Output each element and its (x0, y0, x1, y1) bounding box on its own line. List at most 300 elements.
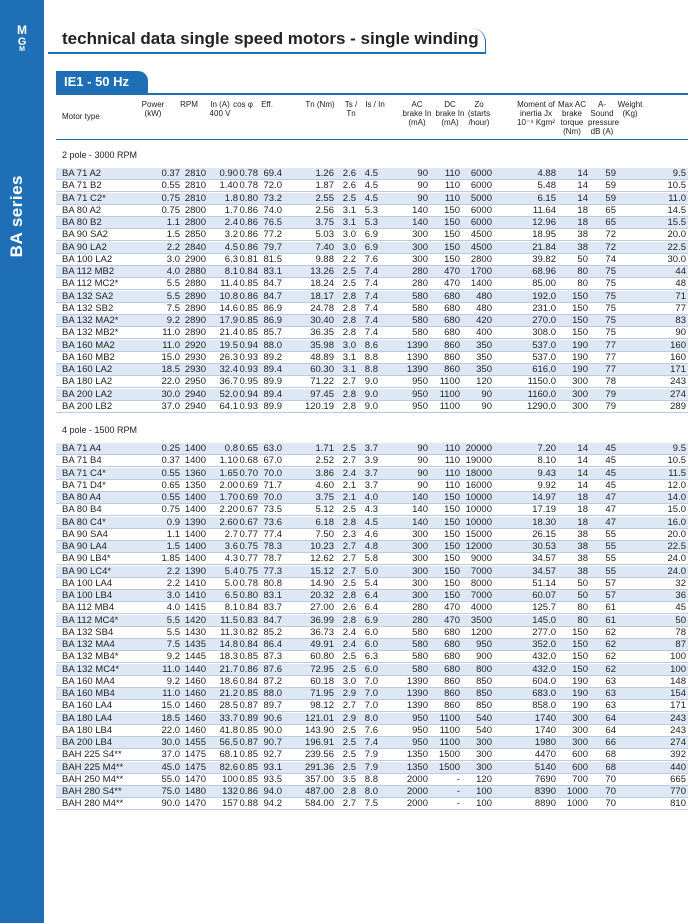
cell-brake-torque: 38 (577, 553, 588, 565)
cell-ac-brake: 950 (412, 400, 428, 412)
cell-ts-tn: 3.0 (342, 241, 356, 253)
cell-is-in: 6.0 (364, 663, 378, 675)
cell-power: 7.5 (166, 302, 180, 314)
cell-current: 0.90 (219, 168, 238, 179)
cell-brake-torque: 600 (572, 749, 588, 761)
cell-power: 0.75 (161, 192, 180, 204)
cell-efficiency: 86.9 (263, 315, 282, 326)
cell-motor-type: BA 100 LA4 (62, 577, 113, 589)
cell-dc-brake: 1100 (439, 388, 460, 400)
cell-rpm: 2890 (184, 327, 206, 339)
table-row (56, 389, 688, 401)
cell-weight: 274 (670, 388, 686, 400)
cell-starts: 800 (476, 663, 492, 675)
cell-sound: 63 (605, 688, 616, 699)
cell-ac-brake: 1390 (406, 675, 428, 687)
frequency-badge: IE1 - 50 Hz (56, 71, 148, 93)
table-row (56, 327, 688, 339)
cell-cos-phi: 0.87 (239, 737, 258, 748)
cell-ac-brake: 580 (412, 639, 428, 650)
cell-inertia: 1160.0 (527, 388, 556, 400)
cell-brake-torque: 38 (577, 528, 588, 540)
cell-motor-type: BA 132 MB2* (62, 327, 119, 339)
cell-motor-type: BA 71 B4 (62, 455, 102, 467)
cell-brake-torque: 300 (572, 724, 588, 736)
header-weight: Weight (Kg) (617, 100, 643, 118)
cell-starts: 8000 (470, 577, 492, 589)
cell-ac-brake: 280 (412, 602, 428, 614)
cell-starts: 10000 (465, 516, 492, 528)
cell-inertia: 11.64 (532, 204, 556, 216)
cell-torque: 1.71 (315, 443, 334, 454)
cell-cos-phi: 0.94 (239, 339, 258, 351)
cell-inertia: 4470 (534, 749, 556, 761)
cell-brake-torque: 150 (572, 651, 588, 663)
cell-ac-brake: 950 (412, 388, 428, 400)
cell-power: 90.0 (161, 798, 180, 810)
cell-cos-phi: 0.78 (239, 180, 258, 192)
cell-starts: 350 (476, 364, 492, 375)
cell-ts-tn: 2.5 (342, 278, 356, 290)
cell-dc-brake: 470 (444, 266, 460, 277)
cell-current: 2.60 (219, 516, 238, 528)
cell-current: 14.8 (219, 639, 238, 650)
cell-ts-tn: 3.1 (342, 217, 356, 228)
cell-rpm: 1445 (184, 651, 206, 663)
cell-starts: 850 (476, 675, 492, 687)
cell-current: 21.2 (219, 688, 238, 699)
cell-current: 28.5 (219, 700, 238, 712)
cell-is-in: 4.5 (364, 516, 378, 528)
cell-rpm: 1410 (184, 577, 206, 589)
cell-power: 0.75 (161, 504, 180, 516)
cell-rpm: 2810 (184, 168, 206, 179)
cell-is-in: 3.7 (364, 479, 378, 491)
cell-cos-phi: 0.85 (239, 315, 258, 326)
cell-is-in: 8.8 (364, 773, 378, 785)
cell-current: 1.65 (219, 467, 238, 479)
cell-ac-brake: 140 (412, 492, 428, 503)
cell-torque: 49.91 (310, 639, 334, 650)
cell-sound: 77 (605, 339, 616, 351)
sidebar (0, 0, 44, 923)
cell-starts: 400 (476, 327, 492, 339)
svg-text:M: M (17, 23, 27, 37)
cell-efficiency: 90.0 (263, 724, 282, 736)
cell-efficiency: 89.7 (263, 700, 282, 712)
cell-weight: 154 (670, 688, 686, 699)
cell-torque: 14.90 (310, 577, 334, 589)
cell-rpm: 2920 (184, 339, 206, 351)
cell-power: 15.0 (161, 351, 180, 363)
cell-efficiency: 94.0 (263, 786, 282, 797)
cell-efficiency: 72.0 (263, 180, 282, 192)
cell-current: 21.4 (219, 327, 238, 339)
cell-dc-brake: 110 (444, 479, 460, 491)
cell-motor-type: BA 80 A2 (62, 204, 102, 216)
cell-ts-tn: 3.0 (342, 675, 356, 687)
table-row (56, 266, 688, 278)
cell-torque: 357.00 (304, 773, 334, 785)
cell-sound: 62 (605, 663, 616, 675)
cell-ts-tn: 2.7 (342, 700, 356, 712)
cell-rpm: 2890 (184, 302, 206, 314)
cell-inertia: 7690 (534, 773, 556, 785)
cell-ts-tn: 2.6 (342, 602, 356, 614)
cell-dc-brake: 680 (444, 290, 460, 302)
cell-motor-type: BA 112 MB4 (62, 602, 115, 614)
cell-current: 18.3 (219, 651, 238, 663)
cell-current: 157 (222, 798, 238, 810)
cell-is-in: 7.4 (364, 278, 378, 290)
cell-starts: 90 (481, 400, 492, 412)
cell-power: 0.75 (161, 204, 180, 216)
cell-motor-type: BA 90 LB4* (62, 553, 111, 565)
cell-ac-brake: 140 (412, 516, 428, 528)
cell-sound: 75 (605, 290, 616, 302)
cell-cos-phi: 0.89 (239, 712, 258, 724)
cell-is-in: 4.5 (364, 180, 378, 192)
cell-cos-phi: 0.69 (239, 479, 258, 491)
cell-efficiency: 69.4 (263, 168, 282, 179)
cell-cos-phi: 0.86 (239, 786, 258, 797)
cell-ts-tn: 2.8 (342, 614, 356, 626)
cell-motor-type: BAH 280 S4** (62, 786, 122, 797)
cell-ts-tn: 2.5 (342, 192, 356, 204)
cell-ts-tn: 2.5 (342, 761, 356, 773)
cell-dc-brake: 860 (444, 700, 460, 712)
table-row (56, 278, 688, 290)
cell-current: 1.7 (224, 204, 238, 216)
cell-is-in: 5.3 (364, 204, 378, 216)
cell-current: 68.1 (219, 749, 238, 761)
cell-rpm: 1435 (184, 639, 206, 650)
cell-is-in: 8.8 (364, 351, 378, 363)
cell-weight: 14.0 (667, 492, 686, 503)
cell-ac-brake: 580 (412, 651, 428, 663)
cell-rpm: 1400 (184, 443, 206, 454)
cell-cos-phi: 0.86 (239, 229, 258, 241)
cell-ts-tn: 2.2 (342, 253, 356, 265)
cell-efficiency: 89.9 (263, 400, 282, 412)
svg-text:G: G (17, 36, 27, 48)
cell-ac-brake: 2000 (406, 798, 428, 810)
cell-motor-type: BA 80 B2 (62, 217, 102, 228)
cell-weight: 171 (670, 700, 686, 712)
cell-motor-type: BA 160 MB4 (62, 688, 115, 699)
cell-power: 5.5 (166, 290, 180, 302)
cell-dc-brake: 150 (444, 492, 460, 503)
cell-is-in: 7.4 (364, 266, 378, 277)
cell-weight: 9.5 (672, 168, 686, 179)
cell-dc-brake: 150 (444, 590, 460, 601)
cell-starts: 540 (476, 724, 492, 736)
cell-ac-brake: 950 (412, 737, 428, 748)
cell-cos-phi: 0.85 (239, 278, 258, 290)
table-row (56, 303, 688, 315)
cell-efficiency: 73.2 (263, 192, 282, 204)
cell-torque: 1.87 (315, 180, 334, 192)
header-ac-brake: AC brake In (mA) (402, 100, 432, 127)
cell-rpm: 1480 (184, 786, 206, 797)
cell-inertia: 683.0 (532, 688, 556, 699)
cell-ac-brake: 1390 (406, 339, 428, 351)
cell-brake-torque: 190 (572, 339, 588, 351)
cell-torque: 72.95 (310, 663, 334, 675)
cell-rpm: 2940 (184, 388, 206, 400)
header-cos-phi: cos φ (233, 100, 253, 109)
cell-ac-brake: 300 (412, 541, 428, 552)
cell-brake-torque: 190 (572, 675, 588, 687)
cell-dc-brake: 860 (444, 364, 460, 375)
cell-brake-torque: 18 (577, 204, 588, 216)
cell-ts-tn: 2.4 (342, 626, 356, 638)
cell-sound: 66 (605, 737, 616, 748)
cell-ac-brake: 1390 (406, 351, 428, 363)
cell-power: 1.5 (166, 229, 180, 241)
cell-rpm: 2800 (184, 217, 206, 228)
cell-inertia: 51.14 (532, 577, 556, 589)
cell-efficiency: 92.7 (263, 749, 282, 761)
table-row (56, 553, 688, 565)
cell-dc-brake: 110 (444, 443, 460, 454)
cell-efficiency: 89.4 (263, 364, 282, 375)
cell-dc-brake: 1100 (439, 400, 460, 412)
cell-weight: 16.0 (667, 516, 686, 528)
cell-starts: 850 (476, 688, 492, 699)
cell-ts-tn: 3.5 (342, 773, 356, 785)
cell-current: 33.7 (219, 712, 238, 724)
cell-current: 32.4 (219, 364, 238, 375)
cell-ac-brake: 280 (412, 266, 428, 277)
cell-brake-torque: 150 (572, 626, 588, 638)
cell-cos-phi: 0.77 (239, 553, 258, 565)
cell-cos-phi: 0.78 (239, 168, 258, 179)
cell-power: 5.5 (166, 614, 180, 626)
cell-power: 11.0 (162, 663, 180, 675)
cell-current: 1.10 (219, 455, 238, 467)
cell-power: 0.65 (161, 479, 180, 491)
cell-torque: 1.26 (315, 168, 334, 179)
cell-motor-type: BA 160 MA2 (62, 339, 115, 351)
cell-current: 6.5 (224, 590, 238, 601)
cell-sound: 74 (605, 253, 616, 265)
cell-torque: 239.56 (304, 749, 334, 761)
table-row (56, 352, 688, 364)
cell-cos-phi: 0.77 (239, 528, 258, 540)
cell-current: 8.1 (224, 266, 238, 277)
cell-dc-brake: 150 (444, 253, 460, 265)
cell-ac-brake: 580 (412, 626, 428, 638)
cell-inertia: 5140 (534, 761, 556, 773)
cell-weight: 71 (675, 290, 686, 302)
cell-sound: 57 (605, 590, 616, 601)
cell-is-in: 8.6 (364, 339, 378, 351)
cell-motor-type: BA 160 MA4 (62, 675, 115, 687)
cell-sound: 63 (605, 675, 616, 687)
cell-cos-phi: 0.85 (239, 688, 258, 699)
cell-rpm: 1400 (184, 504, 206, 516)
cell-efficiency: 63.0 (263, 443, 282, 454)
cell-sound: 70 (605, 798, 616, 810)
cell-ac-brake: 580 (412, 302, 428, 314)
cell-dc-brake: 110 (444, 180, 460, 192)
cell-efficiency: 87.2 (263, 675, 282, 687)
cell-starts: 480 (476, 290, 492, 302)
table-row (56, 193, 688, 205)
cell-weight: 14.5 (667, 204, 686, 216)
cell-ts-tn: 2.8 (342, 516, 356, 528)
cell-inertia: 9.43 (537, 467, 556, 479)
cell-sound: 63 (605, 700, 616, 712)
cell-torque: 7.50 (315, 528, 334, 540)
cell-cos-phi: 0.93 (239, 351, 258, 363)
cell-brake-torque: 190 (572, 688, 588, 699)
cell-current: 21.7 (219, 663, 238, 675)
cell-efficiency: 93.5 (263, 773, 282, 785)
cell-starts: 4500 (470, 229, 492, 241)
cell-ac-brake: 280 (412, 614, 428, 626)
cell-inertia: 1740 (534, 712, 556, 724)
cell-inertia: 21.84 (532, 241, 556, 253)
cell-is-in: 3.7 (364, 467, 378, 479)
table-row (56, 774, 688, 786)
header-ts-tn: Ts / Tn (344, 100, 358, 118)
cell-torque: 12.62 (310, 553, 334, 565)
cell-starts: 540 (476, 712, 492, 724)
cell-efficiency: 86.4 (263, 639, 282, 650)
cell-weight: 10.5 (667, 180, 686, 192)
cell-weight: 274 (670, 737, 686, 748)
cell-ts-tn: 3.1 (342, 364, 356, 375)
table-row (56, 786, 688, 798)
cell-ts-tn: 2.9 (342, 688, 356, 699)
cell-ts-tn: 2.7 (342, 541, 356, 552)
cell-efficiency: 86.9 (263, 302, 282, 314)
header-starts: Zo (starts /hour) (467, 100, 491, 127)
cell-cos-phi: 0.86 (239, 204, 258, 216)
table-row (56, 664, 688, 676)
cell-starts: 6000 (470, 180, 492, 192)
header-brake-torque: Max AC brake torque (Nm) (558, 100, 587, 136)
series-label: BA series (7, 175, 26, 258)
cell-efficiency: 73.6 (263, 516, 282, 528)
cell-torque: 18.24 (310, 278, 334, 290)
table-row (56, 590, 688, 602)
table-row (56, 639, 688, 651)
cell-current: 82.6 (219, 761, 238, 773)
cell-ac-brake: 300 (412, 229, 428, 241)
cell-inertia: 352.0 (532, 639, 556, 650)
cell-dc-brake: 150 (444, 204, 460, 216)
cell-efficiency: 89.4 (263, 388, 282, 400)
cell-brake-torque: 80 (577, 278, 588, 290)
cell-weight: 171 (670, 364, 686, 375)
cell-current: 41.8 (219, 724, 238, 736)
cell-starts: 16000 (465, 479, 492, 491)
cell-motor-type: BA 112 MB2 (62, 266, 115, 277)
cell-brake-torque: 18 (577, 516, 588, 528)
cell-inertia: 1980 (534, 737, 556, 748)
cell-power: 7.5 (166, 639, 180, 650)
cell-ts-tn: 2.5 (342, 443, 356, 454)
cell-ac-brake: 300 (412, 528, 428, 540)
table-row (56, 762, 688, 774)
cell-inertia: 145.0 (532, 614, 556, 626)
cell-sound: 57 (605, 577, 616, 589)
cell-inertia: 270.0 (532, 315, 556, 326)
header-motor-type: Motor type (62, 112, 100, 121)
cell-torque: 60.30 (310, 364, 334, 375)
cell-brake-torque: 300 (572, 400, 588, 412)
cell-ac-brake: 90 (417, 467, 428, 479)
cell-sound: 62 (605, 651, 616, 663)
cell-starts: 10000 (465, 492, 492, 503)
cell-efficiency: 77.3 (263, 565, 282, 577)
cell-efficiency: 84.7 (263, 614, 282, 626)
cell-power: 4.0 (166, 602, 180, 614)
cell-torque: 27.00 (310, 602, 334, 614)
header-sound: A-Sound pressure dB (A) (588, 100, 620, 136)
cell-ts-tn: 3.0 (342, 339, 356, 351)
cell-ts-tn: 2.1 (342, 479, 356, 491)
cell-inertia: 1740 (534, 724, 556, 736)
cell-ac-brake: 300 (412, 253, 428, 265)
table-row (56, 615, 688, 627)
cell-sound: 72 (605, 229, 616, 241)
table-row (56, 217, 688, 229)
cell-power: 9.2 (166, 675, 180, 687)
cell-weight: 289 (670, 400, 686, 412)
cell-torque: 36.99 (310, 614, 334, 626)
cell-is-in: 7.9 (364, 749, 378, 761)
cell-efficiency: 77.4 (263, 528, 282, 540)
cell-cos-phi: 0.85 (239, 302, 258, 314)
cell-power: 1.85 (161, 553, 180, 565)
cell-sound: 70 (605, 773, 616, 785)
cell-ts-tn: 2.7 (342, 455, 356, 467)
cell-motor-type: BA 100 LA2 (62, 253, 113, 265)
cell-inertia: 537.0 (532, 351, 556, 363)
cell-inertia: 231.0 (532, 302, 556, 314)
cell-weight: 11.5 (668, 467, 686, 479)
cell-efficiency: 70.0 (263, 492, 282, 503)
cell-rpm: 1460 (184, 675, 206, 687)
table-row (56, 504, 688, 516)
cell-rpm: 2930 (184, 351, 206, 363)
cell-ac-brake: 950 (412, 724, 428, 736)
cell-inertia: 4.88 (537, 168, 556, 179)
cell-torque: 2.52 (315, 455, 334, 467)
cell-torque: 3.75 (315, 217, 334, 228)
cell-efficiency: 79.7 (263, 241, 282, 253)
cell-motor-type: BA 71 D4* (62, 479, 106, 491)
cell-torque: 15.12 (310, 565, 334, 577)
cell-power: 2.2 (166, 241, 180, 253)
cell-starts: 5000 (470, 192, 492, 204)
cell-weight: 243 (670, 724, 686, 736)
cell-sound: 64 (605, 724, 616, 736)
table-row (56, 713, 688, 725)
cell-inertia: 1150.0 (527, 376, 556, 388)
cell-inertia: 5.48 (537, 180, 556, 192)
cell-dc-brake: 110 (444, 192, 460, 204)
cell-sound: 45 (605, 467, 616, 479)
cell-starts: 300 (476, 749, 492, 761)
cell-cos-phi: 0.84 (239, 675, 258, 687)
table-row (56, 627, 688, 639)
cell-torque: 5.12 (315, 504, 334, 516)
